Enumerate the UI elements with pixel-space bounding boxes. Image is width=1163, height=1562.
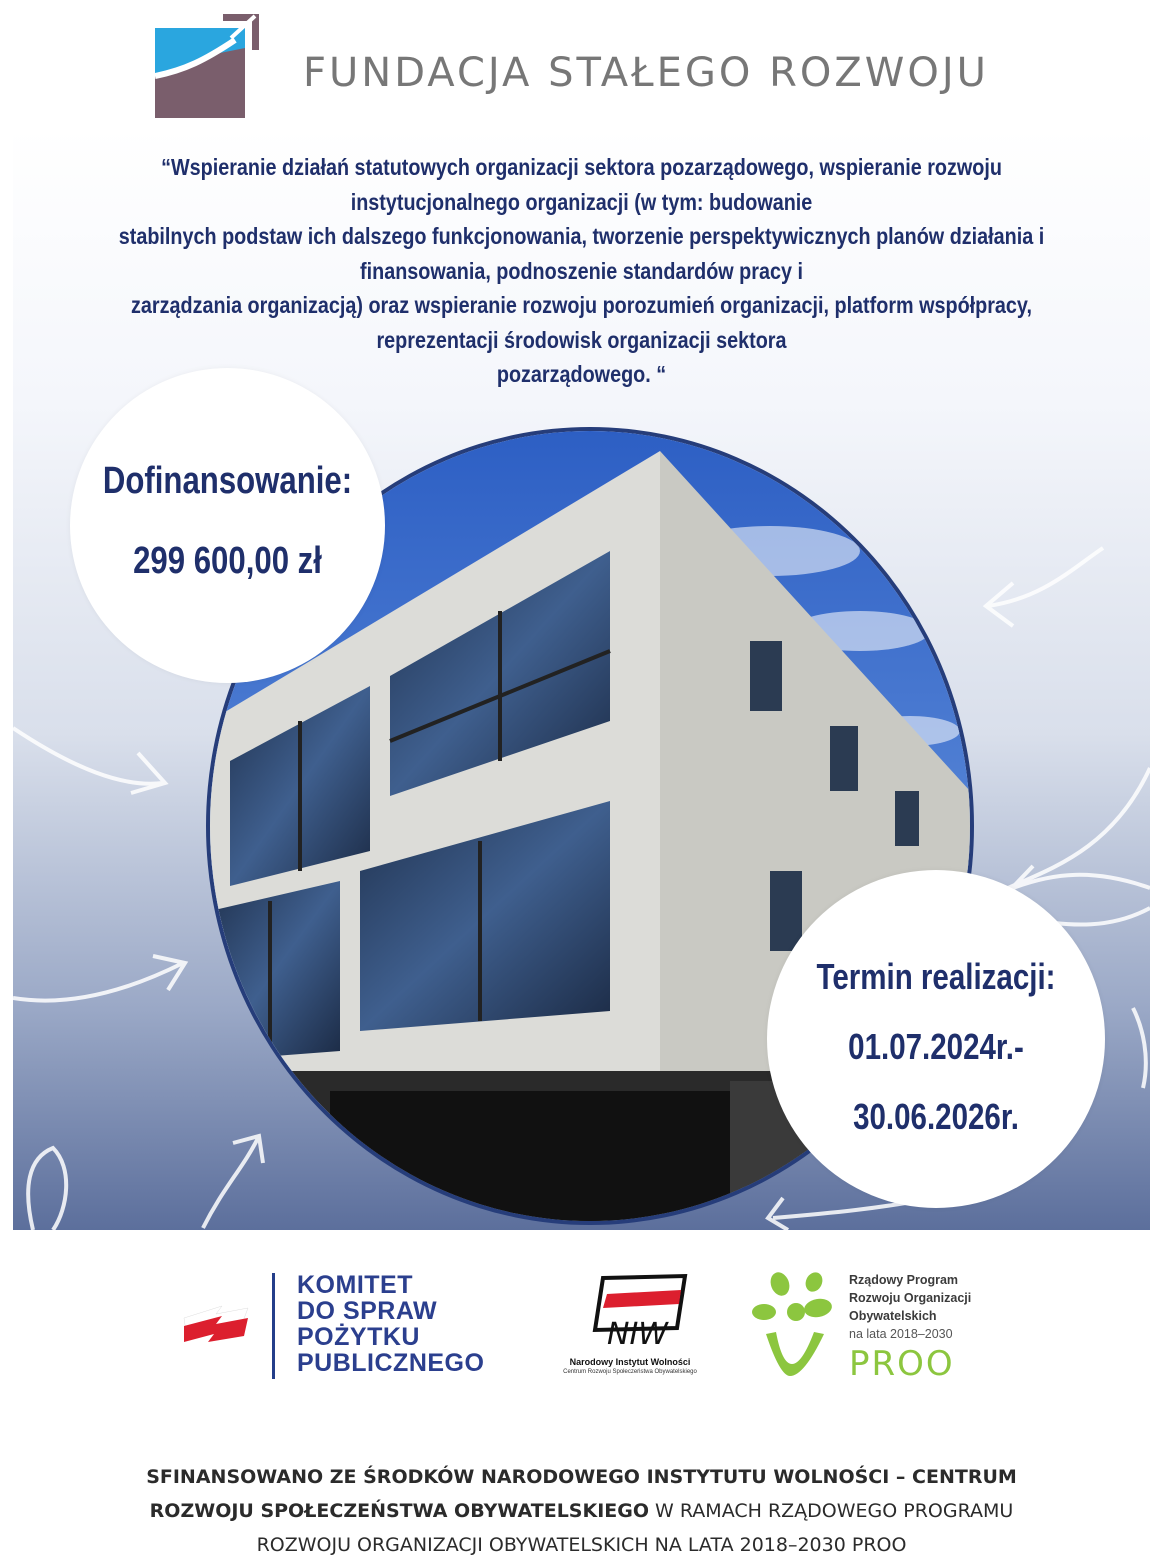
proo-years: na lata 2018–2030 bbox=[849, 1327, 953, 1341]
project-quote bbox=[116, 150, 1047, 392]
footer-line-2 bbox=[40, 1494, 1123, 1528]
proo-line: Obywatelskich bbox=[849, 1309, 937, 1323]
niw-name: Narodowy Instytut Wolności bbox=[569, 1357, 691, 1367]
term-start: 01.07.2024r.- bbox=[848, 1026, 1024, 1067]
kpp-line: PUBLICZNEGO bbox=[297, 1349, 485, 1377]
kpp-logo-text bbox=[297, 1272, 484, 1376]
proo-word: PROO bbox=[849, 1344, 955, 1384]
kpp-divider bbox=[272, 1273, 275, 1379]
footer-line-2-rest: W RAMACH RZĄDOWEGO PROGRAMU bbox=[649, 1500, 1014, 1522]
footer-line-1: SFINANSOWANO ZE ŚRODKÓW NARODOWEGO INSTYTUTU WOLNOŚCI – CENTRUM bbox=[146, 1466, 1017, 1488]
kpp-line: KOMITET bbox=[297, 1271, 413, 1299]
kpp-line: DO SPRAW bbox=[297, 1297, 438, 1325]
proo-logo-icon bbox=[752, 1272, 838, 1378]
niw-subtitle: Centrum Rozwoju Społeczeństwa Obywatelskiego bbox=[563, 1369, 697, 1375]
funding-footer bbox=[40, 1460, 1123, 1562]
quote-line: instytucjonalnego organizacji (w tym: budowanie bbox=[350, 188, 813, 215]
quote-line: pozarządowego. “ bbox=[496, 361, 667, 387]
org-name: FUNDACJA STAŁEGO ROZWOJU bbox=[303, 50, 989, 96]
kpp-line: POŻYTKU bbox=[297, 1323, 420, 1351]
quote-line: stabilnych podstaw ich dalszego funkcjonowania, tworzenie perspektywicznych planów działania i bbox=[118, 223, 1045, 249]
proo-line: Rozwoju Organizacji bbox=[849, 1291, 972, 1305]
term-label: Termin realizacji: bbox=[816, 956, 1056, 997]
niw-mark: NIW bbox=[607, 1317, 668, 1352]
footer-line-3: ROZWOJU ORGANIZACJI OBYWATELSKICH NA LATA 2018–2030 PROO bbox=[256, 1534, 907, 1556]
proo-line: Rządowy Program bbox=[849, 1273, 959, 1287]
quote-line: “Wspieranie działań statutowych organizacji sektora pozarządowego, wspieranie rozwoju bbox=[161, 154, 1002, 180]
funding-bubble bbox=[70, 368, 385, 683]
term-bubble bbox=[767, 870, 1105, 1208]
funding-amount: 299 600,00 zł bbox=[133, 540, 322, 582]
foundation-logo-icon bbox=[155, 14, 263, 118]
quote-line: finansowania, podnoszenie standardów pracy i bbox=[360, 257, 803, 284]
proo-logo-text bbox=[849, 1271, 971, 1343]
quote-line: zarządzania organizacją) oraz wspieranie rozwoju porozumień organizacji, platform współpracy, bbox=[131, 292, 1032, 318]
footer-line-2-bold: ROZWOJU SPOŁECZEŃSTWA OBYWATELSKIEGO bbox=[149, 1500, 649, 1522]
term-end: 30.06.2026r. bbox=[853, 1096, 1019, 1137]
quote-line: reprezentacji środowisk organizacji sektora bbox=[376, 326, 787, 353]
funding-label: Dofinansowanie: bbox=[102, 460, 353, 502]
polish-flag-icon bbox=[182, 1302, 250, 1344]
